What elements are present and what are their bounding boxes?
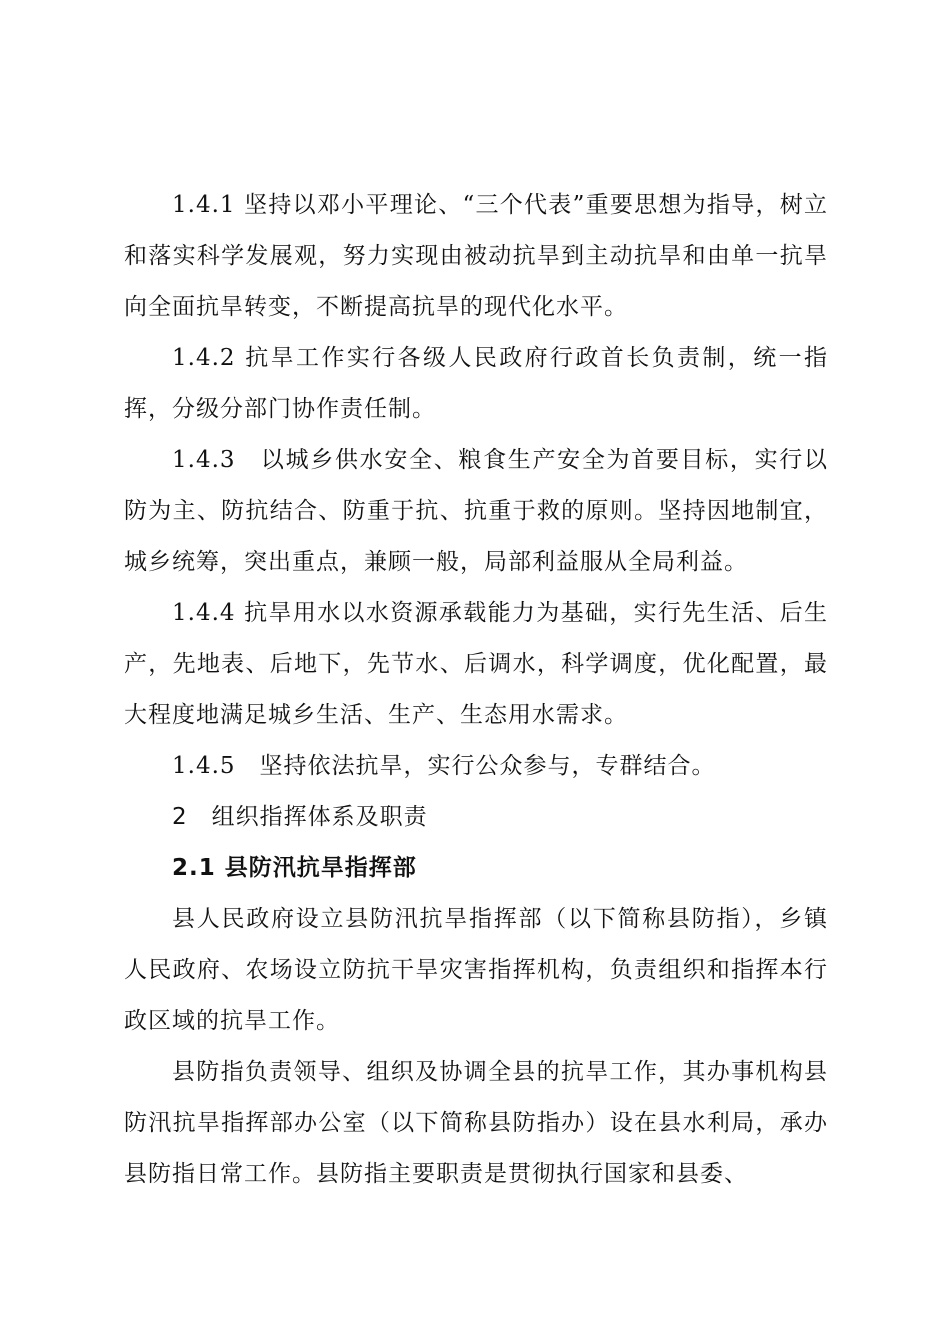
paragraph-1-4-5: 1.4.5 坚持依法抗旱，实行公众参与，专群结合。 <box>172 753 716 779</box>
section-heading: 2 组织指挥体系及职责 <box>172 804 428 830</box>
subsection-heading: 2.1 县防汛抗旱指挥部 <box>172 855 417 881</box>
paragraph-1-4-3: 1.4.3 以城乡供水安全、粮食生产安全为首要目标，实行以防为主、防抗结合、防重于抗、抗重于救的原则。坚持因地制宜，城乡统筹，突出重点，兼顾一般，局部利益服从全局利益。 <box>124 447 828 575</box>
body-paragraph-1: 县人民政府设立县防汛抗旱指挥部（以下简称县防指），乡镇人民政府、农场设立防抗干旱灾害指挥机构，负责组织和指挥本行政区域的抗旱工作。 <box>124 906 828 1034</box>
paragraph-1-4-4: 1.4.4 抗旱用水以水资源承载能力为基础，实行先生活、后生产，先地表、后地下，先节水、后调水，科学调度，优化配置，最大程度地满足城乡生活、生产、生态用水需求。 <box>124 600 828 728</box>
paragraph-1-4-1: 1.4.1 坚持以邓小平理论、“三个代表”重要思想为指导，树立和落实科学发展观，努力实现由被动抗旱到主动抗旱和由单一抗旱向全面抗旱转变，不断提高抗旱的现代化水平。 <box>124 192 828 320</box>
body-paragraph-2: 县防指负责领导、组织及协调全县的抗旱工作，其办事机构县防汛抗旱指挥部办公室（以下简称县防指办）设在县水利局，承办县防指日常工作。县防指主要职责是贯彻执行国家和县委、 <box>124 1059 828 1187</box>
document-body <box>124 180 828 1200</box>
paragraph-1-4-2: 1.4.2 抗旱工作实行各级人民政府行政首长负责制，统一指挥，分级分部门协作责任制。 <box>124 345 828 422</box>
